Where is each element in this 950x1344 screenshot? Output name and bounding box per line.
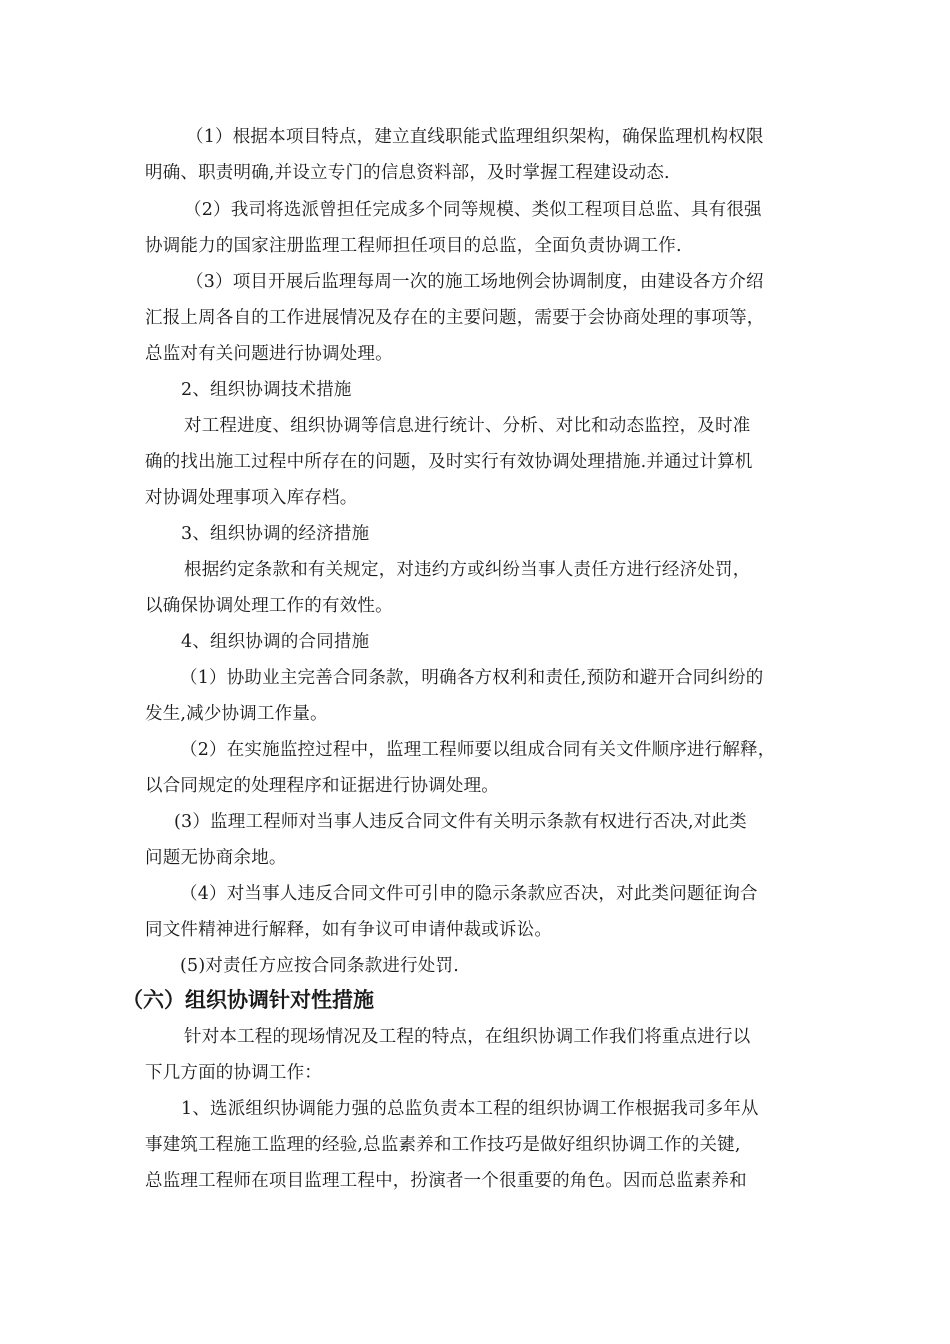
paragraph-line: 对协调处理事项入库存档。 <box>145 488 358 508</box>
paragraph-line: 发生,减少协调工作量。 <box>145 704 328 724</box>
paragraph-line: （1）协助业主完善合同条款，明确各方权利和责任,预防和避开合同纠纷的 <box>180 668 764 688</box>
paragraph-line: 总监理工程师在项目监理工程中，扮演者一个很重要的角色。因而总监素养和 <box>145 1171 747 1191</box>
paragraph-line: （3）项目开展后监理每周一次的施工场地例会协调制度，由建设各方介绍 <box>186 272 764 292</box>
subsection-heading: 4、组织协调的合同措施 <box>181 632 370 652</box>
paragraph-line: 根据约定条款和有关规定，对违约方或纠纷当事人责任方进行经济处罚， <box>184 560 751 580</box>
paragraph-line: (3）监理工程师对当事人违反合同文件有关明示条款有权进行否决,对此类 <box>174 812 747 832</box>
paragraph-line: 问题无协商余地。 <box>145 848 287 868</box>
paragraph-line: 针对本工程的现场情况及工程的特点，在组织协调工作我们将重点进行以 <box>184 1027 751 1047</box>
subsection-heading: 2、组织协调技术措施 <box>181 380 352 400</box>
paragraph-line: （2）我司将选派曾担任完成多个同等规模、类似工程项目总监、具有很强 <box>184 200 762 220</box>
paragraph-line: 1、选派组织协调能力强的总监负责本工程的组织协调工作根据我司多年从 <box>181 1099 759 1119</box>
paragraph-line: 以合同规定的处理程序和证据进行协调处理。 <box>145 776 499 796</box>
paragraph-line: (5)对责任方应按合同条款进行处罚. <box>180 956 459 976</box>
paragraph-line: 协调能力的国家注册监理工程师担任项目的总监，全面负责协调工作. <box>145 236 682 256</box>
paragraph-line: 事建筑工程施工监理的经验,总监素养和工作技巧是做好组织协调工作的关键, <box>145 1135 741 1155</box>
paragraph-line: 对工程进度、组织协调等信息进行统计、分析、对比和动态监控，及时准 <box>184 416 751 436</box>
paragraph-line: 以确保协调处理工作的有效性。 <box>145 596 393 616</box>
paragraph-line: （2）在实施监控过程中，监理工程师要以组成合同有关文件顺序进行解释， <box>180 740 776 760</box>
paragraph-line: 汇报上周各自的工作进展情况及存在的主要问题，需要于会协商处理的事项等， <box>145 308 765 328</box>
paragraph-line: （1）根据本项目特点，建立直线职能式监理组织架构，确保监理机构权限 <box>186 127 764 147</box>
paragraph-line: 下几方面的协调工作： <box>145 1063 322 1083</box>
paragraph-line: 同文件精神进行解释，如有争议可申请仲裁或诉讼。 <box>145 920 553 940</box>
paragraph-line: （4）对当事人违反合同文件可引申的隐示条款应否决，对此类问题征询合 <box>180 884 758 904</box>
paragraph-line: 确的找出施工过程中所存在的问题，及时实行有效协调处理措施.并通过计算机 <box>145 452 753 472</box>
subsection-heading: 3、组织协调的经济措施 <box>181 524 370 544</box>
paragraph-line: 明确、职责明确,并设立专门的信息资料部，及时掌握工程建设动态. <box>145 163 670 183</box>
paragraph-line: 总监对有关问题进行协调处理。 <box>145 344 393 364</box>
section-heading: （六）组织协调针对性措施 <box>122 988 374 1012</box>
